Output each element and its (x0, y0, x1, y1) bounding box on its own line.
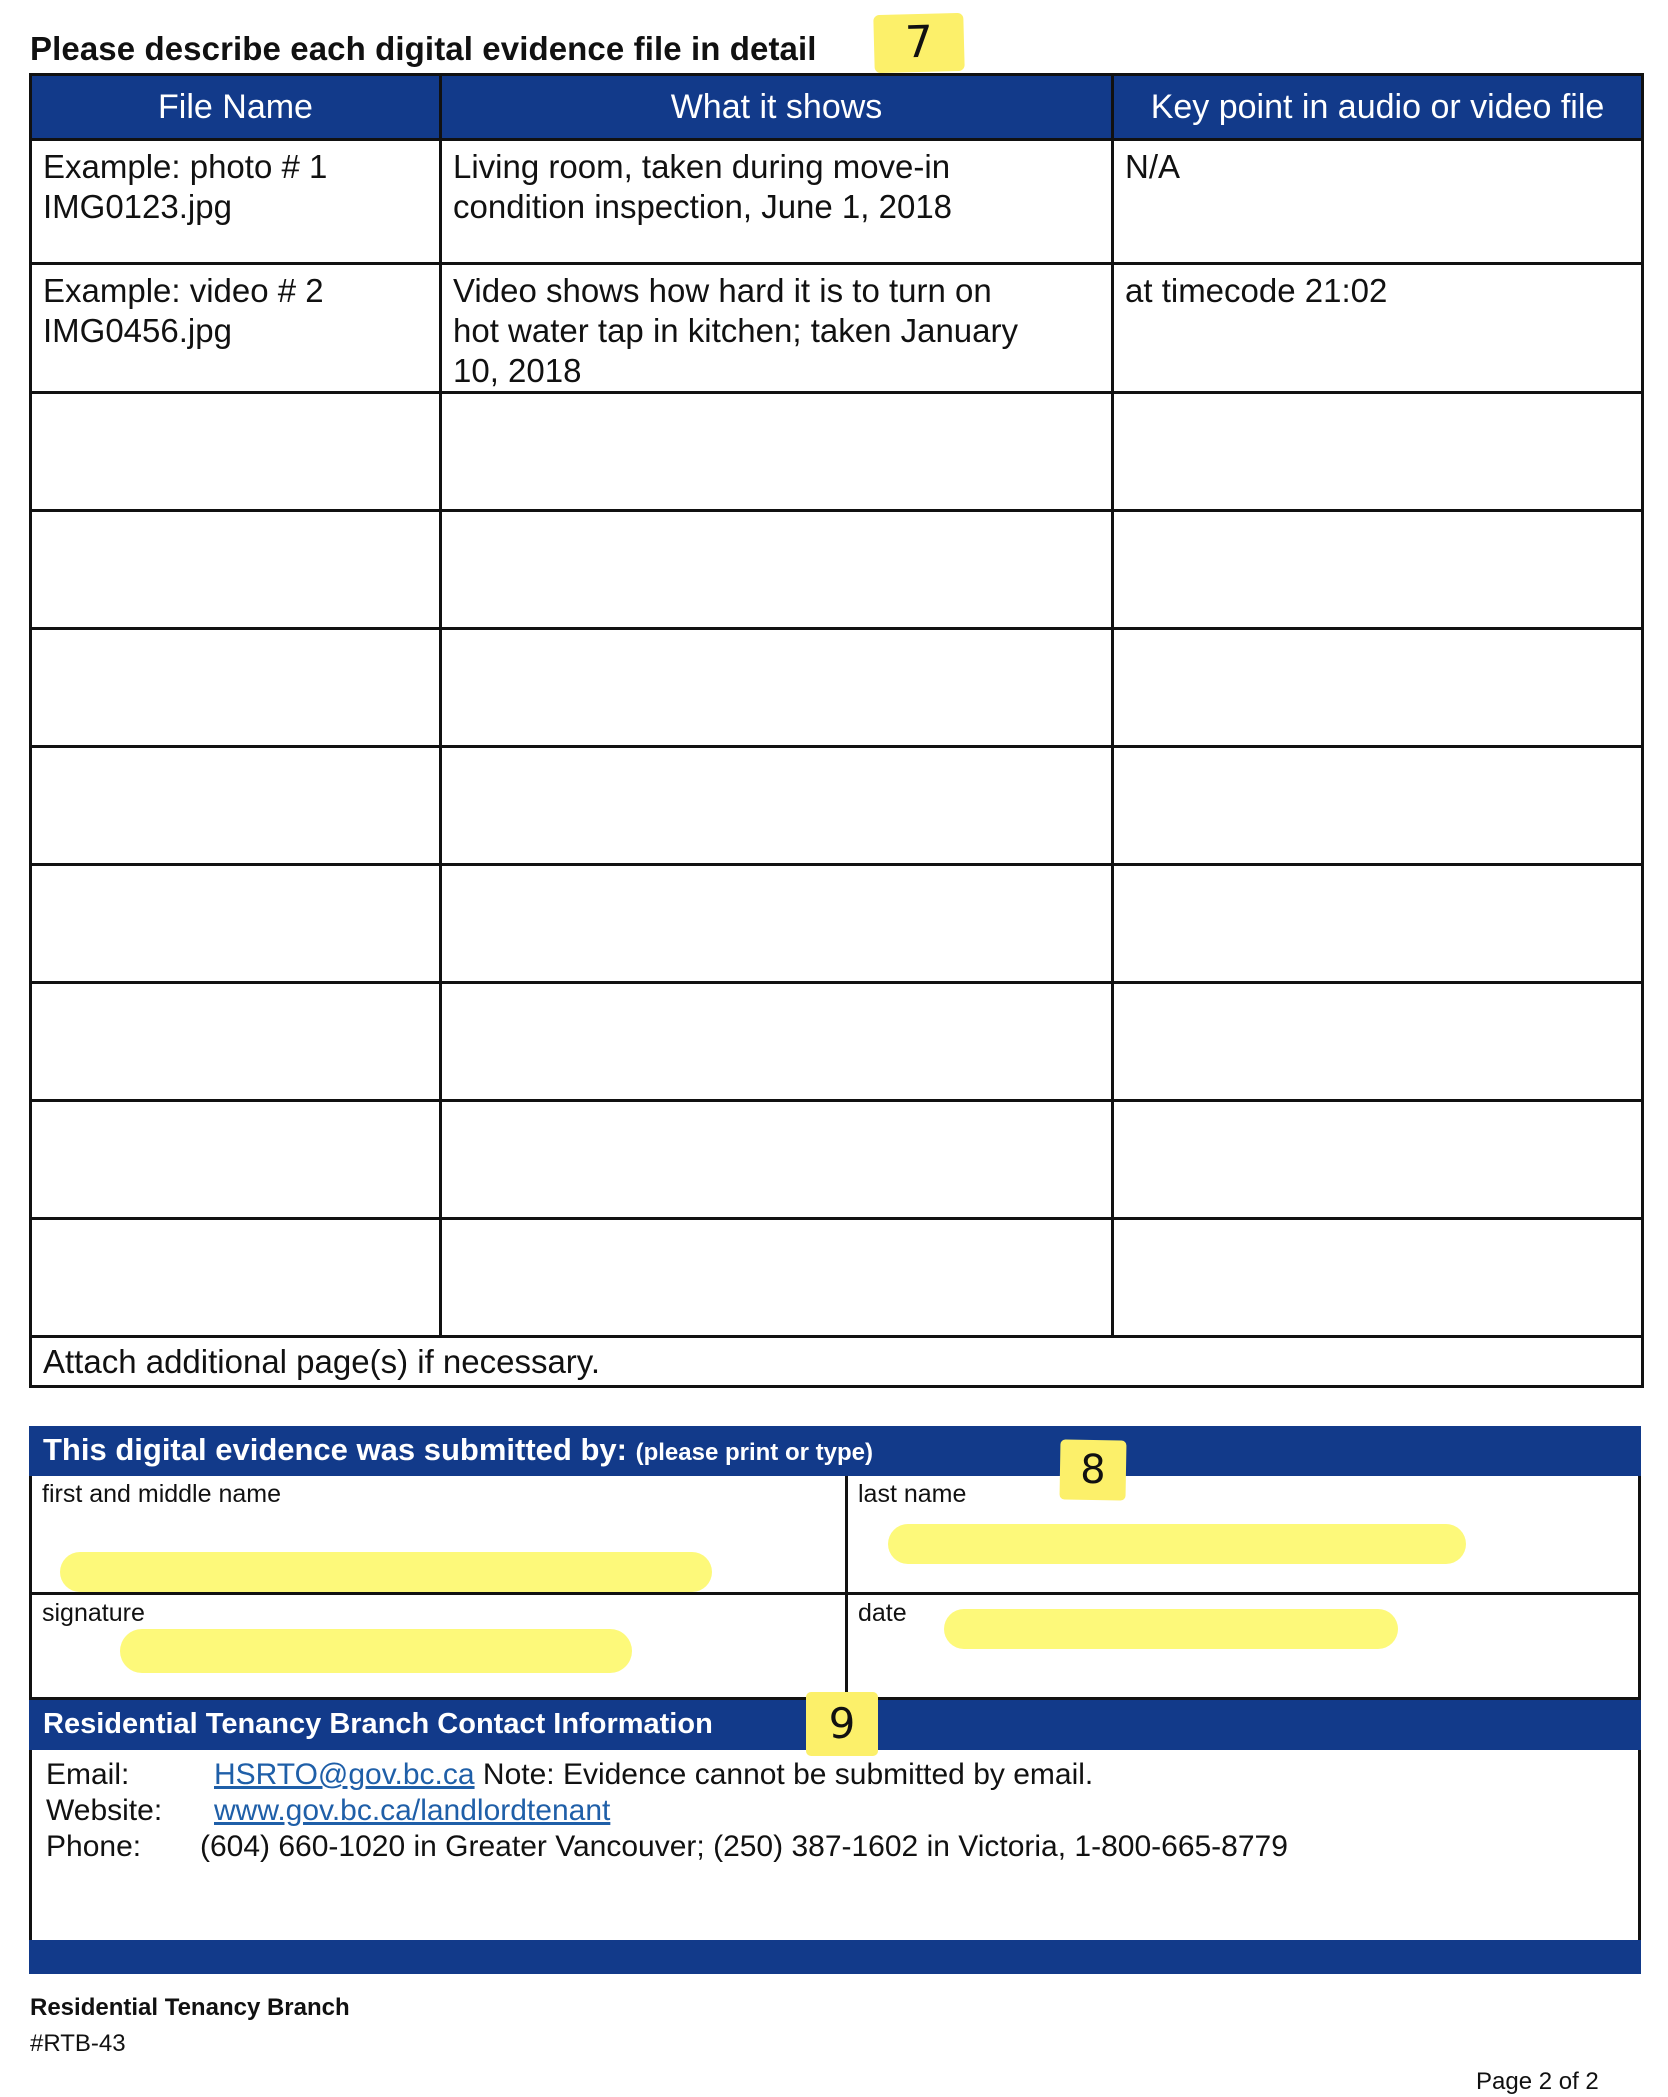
contact-website-row (46, 1794, 610, 1828)
cell-key-point[interactable] (1113, 629, 1643, 747)
cell-what-it-shows[interactable] (441, 983, 1113, 1101)
email-note: Note: Evidence cannot be submitted by email. (482, 1758, 1094, 1791)
cell-key-point[interactable] (1113, 983, 1643, 1101)
cell-what-it-shows[interactable]: Video shows how hard it is to turn on hot water tap in kitchen; taken January 10, 2018 (441, 264, 1113, 393)
cell-what-it-shows[interactable] (441, 1101, 1113, 1219)
footer-org: Residential Tenancy Branch (30, 1994, 350, 2021)
email-link[interactable]: HSRTO@gov.bc.ca (214, 1758, 475, 1791)
website-link[interactable]: www.gov.bc.ca/landlordtenant (214, 1794, 611, 1827)
header-what-it-shows: What it shows (441, 75, 1113, 140)
cell-key-point[interactable] (1113, 511, 1643, 629)
cell-what-it-shows[interactable]: Living room, taken during move-in condition inspection, June 1, 2018 (441, 140, 1113, 264)
header-key-point: Key point in audio or video file (1113, 75, 1643, 140)
table-row-empty (31, 983, 1643, 1101)
cell-file-name[interactable] (31, 747, 441, 865)
sticky-note-8: 8 (1059, 1439, 1126, 1500)
submitted-by-subtitle: (please print or type) (635, 1439, 873, 1466)
table-row-empty (31, 1101, 1643, 1219)
redaction-highlight (888, 1524, 1466, 1564)
contact-info (29, 1750, 1641, 1940)
date-field[interactable] (848, 1595, 1638, 1697)
footer-form-id: #RTB-43 (30, 2030, 126, 2057)
signature-label: signature (42, 1599, 145, 1627)
cell-what-it-shows[interactable] (441, 865, 1113, 983)
header-file-name: File Name (31, 75, 441, 140)
website-label: Website: (46, 1794, 163, 1827)
redaction-highlight (120, 1629, 632, 1673)
cell-file-name[interactable] (31, 865, 441, 983)
evidence-table (29, 73, 1644, 1388)
attach-note: Attach additional page(s) if necessary. (31, 1337, 1643, 1387)
cell-what-it-shows[interactable] (441, 393, 1113, 511)
page-number: Page 2 of 2 (1476, 2068, 1599, 2095)
cell-key-point[interactable]: at timecode 21:02 (1113, 264, 1643, 393)
bottom-bar (29, 1940, 1641, 1974)
cell-key-point[interactable] (1113, 393, 1643, 511)
table-row-empty (31, 393, 1643, 511)
contact-header: Residential Tenancy Branch Contact Information (29, 1700, 1641, 1750)
table-row-empty (31, 1219, 1643, 1337)
email-label: Email: (46, 1758, 130, 1791)
table-row (31, 140, 1643, 264)
cell-what-it-shows[interactable] (441, 747, 1113, 865)
signature-field[interactable] (32, 1595, 848, 1697)
submitter-fields (29, 1476, 1641, 1700)
first-name-field[interactable] (32, 1476, 848, 1595)
last-name-field[interactable] (848, 1476, 1638, 1595)
cell-file-name[interactable] (31, 1219, 441, 1337)
contact-phone-row (46, 1830, 1288, 1864)
cell-key-point[interactable] (1113, 1219, 1643, 1337)
attach-row (31, 1337, 1643, 1387)
cell-file-name[interactable] (31, 1101, 441, 1219)
phone-label: Phone: (46, 1830, 142, 1863)
page-title: Please describe each digital evidence file in detail (30, 30, 817, 67)
sticky-note-7: 7 (873, 13, 964, 73)
table-row (31, 264, 1643, 393)
table-row-empty (31, 629, 1643, 747)
last-name-label: last name (858, 1480, 967, 1508)
table-row-empty (31, 747, 1643, 865)
cell-file-name[interactable] (31, 983, 441, 1101)
cell-what-it-shows[interactable] (441, 1219, 1113, 1337)
cell-file-name[interactable] (31, 629, 441, 747)
date-label: date (858, 1599, 907, 1627)
submitted-by-header (29, 1426, 1641, 1476)
redaction-highlight (944, 1609, 1398, 1649)
redaction-highlight (60, 1552, 712, 1592)
cell-what-it-shows[interactable] (441, 511, 1113, 629)
cell-file-name[interactable]: Example: photo # 1 IMG0123.jpg (31, 140, 441, 264)
cell-what-it-shows[interactable] (441, 629, 1113, 747)
cell-key-point[interactable] (1113, 1101, 1643, 1219)
cell-key-point[interactable] (1113, 747, 1643, 865)
submitted-by-title: This digital evidence was submitted by: (43, 1432, 627, 1467)
cell-file-name[interactable]: Example: video # 2 IMG0456.jpg (31, 264, 441, 393)
cell-key-point[interactable]: N/A (1113, 140, 1643, 264)
first-name-label: first and middle name (42, 1480, 282, 1508)
cell-key-point[interactable] (1113, 865, 1643, 983)
cell-file-name[interactable] (31, 393, 441, 511)
contact-email-row (46, 1758, 1093, 1792)
cell-file-name[interactable] (31, 511, 441, 629)
sticky-note-9: 9 (806, 1692, 878, 1756)
phone-numbers: (604) 660-1020 in Greater Vancouver; (250) 387-1602 in Victoria, 1-800-665-8779 (200, 1830, 1288, 1863)
table-row-empty (31, 865, 1643, 983)
table-row-empty (31, 511, 1643, 629)
